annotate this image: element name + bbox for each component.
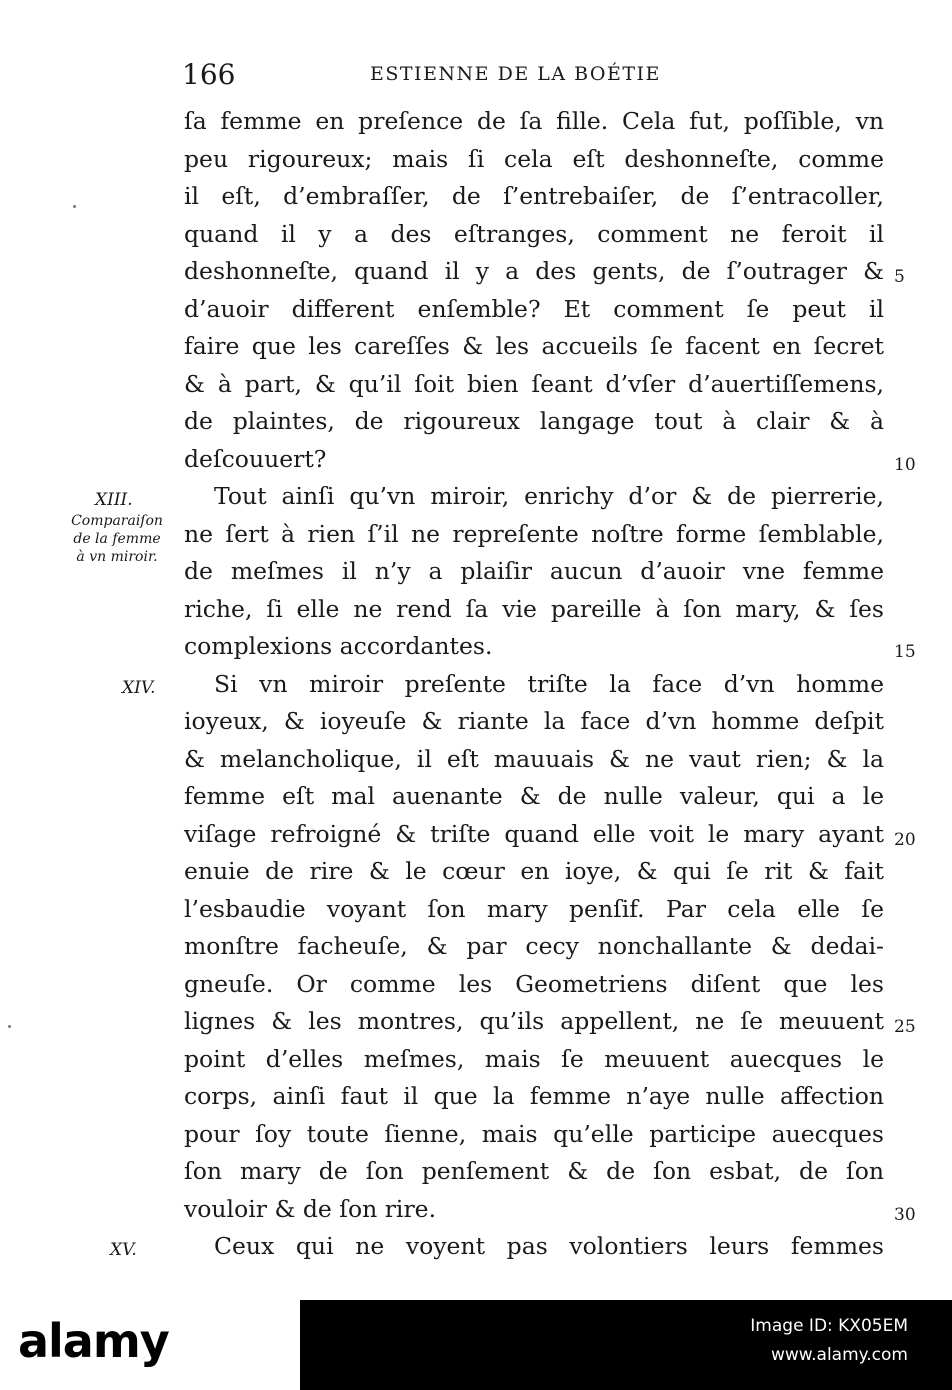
line-number: 10: [894, 455, 916, 475]
text-line: deshonneſte, quand il y a des gents, de ſ’outrager &: [184, 257, 884, 285]
section-number: XIII.: [95, 490, 133, 510]
text-line: d’auoir different enſemble? Et comment ſe peut il: [184, 295, 884, 323]
text-line: vouloir & de ſon rire.: [184, 1195, 437, 1223]
text-line: pour ſoy toute ſienne, mais qu’elle participe auecques: [184, 1120, 884, 1148]
text-line: l’esbaudie voyant ſon mary penſif. Par cela elle ſe: [184, 895, 884, 923]
running-head: ESTIENNE DE LA BOÉTIE: [370, 63, 661, 85]
section-number: XV.: [110, 1240, 137, 1260]
sidenote-line: Comparaiſon: [71, 513, 163, 529]
text-line: enuie de rire & le cœur en ioye, & qui ſe rit & fait: [184, 857, 884, 885]
specks: [73, 205, 76, 208]
line-number: 5: [894, 267, 905, 287]
line-number: 25: [894, 1017, 916, 1037]
page-number: 166: [182, 58, 236, 91]
text-line: quand il y a des eſtranges, comment ne feroit il: [184, 220, 884, 248]
text-line: point d’elles meſmes, mais ſe meuuent auecques le: [184, 1045, 884, 1073]
text-line: Ceux qui ne voyent pas volontiers leurs femmes: [214, 1232, 884, 1260]
specks: [8, 1025, 11, 1028]
text-line: Tout ainſi qu’vn miroir, enrichy d’or & de pierrerie,: [214, 482, 884, 510]
section-number: XIV.: [122, 678, 156, 698]
text-line: femme eſt mal auenante & de nulle valeur, qui a le: [184, 782, 884, 810]
text-line: faire que les careſſes & les accueils ſe facent en ſecret: [184, 332, 884, 360]
text-line: de plaintes, de rigoureux langage tout à clair & à: [184, 407, 884, 435]
text-line: corps, ainſi faut il que la femme n’aye nulle affection: [184, 1082, 884, 1110]
watermark-site: www.alamy.com: [770, 1345, 908, 1365]
text-line: de meſmes il n’y a plaiſir aucun d’auoir vne femme: [184, 557, 884, 585]
text-line: lignes & les montres, qu’ils appellent, ne ſe meuuent: [184, 1007, 884, 1035]
text-line: il eſt, d’embraſſer, de ſ’entrebaiſer, de ſ’entracoller,: [184, 182, 884, 210]
sidenote: [57, 512, 177, 566]
line-number: 20: [894, 830, 916, 850]
text-line: riche, ſi elle ne rend ſa vie pareille à ſon mary, & ſes: [184, 595, 884, 623]
watermark-image-id: Image ID: KX05EM: [750, 1316, 908, 1336]
text-line: & à part, & qu’il ſoit bien ſeant d’vſer d’auertiſſemens,: [184, 370, 884, 398]
text-line: ſon mary de ſon penſement & de ſon esbat, de ſon: [184, 1157, 884, 1185]
text-line: complexions accordantes.: [184, 632, 493, 660]
text-line: gneuſe. Or comme les Geometriens diſent que les: [184, 970, 884, 998]
text-line: viſage refroigné & triſte quand elle voit le mary ayant: [184, 820, 884, 848]
watermark-logo: alamy: [18, 1314, 169, 1368]
text-line: ſa femme en preſence de ſa fille. Cela fut, poſſible, vn: [184, 107, 884, 135]
text-line: Si vn miroir preſente triſte la face d’vn homme: [214, 670, 884, 698]
text-line: ne ſert à rien ſ’il ne repreſente noſtre forme ſemblable,: [184, 520, 884, 548]
line-number: 30: [894, 1205, 916, 1225]
sidenote-line: de la femme: [73, 531, 161, 547]
text-line: monſtre facheuſe, & par cecy nonchallante & dedai-: [184, 932, 884, 960]
text-line: ioyeux, & ioyeuſe & riante la face d’vn homme deſpit: [184, 707, 884, 735]
text-line: peu rigoureux; mais ſi cela eſt deshonneſte, comme: [184, 145, 884, 173]
sidenote-line: à vn miroir.: [76, 549, 158, 565]
text-line: deſcouuert?: [184, 445, 327, 473]
text-line: & melancholique, il eſt mauuais & ne vaut rien; & la: [184, 745, 884, 773]
line-number: 15: [894, 642, 916, 662]
